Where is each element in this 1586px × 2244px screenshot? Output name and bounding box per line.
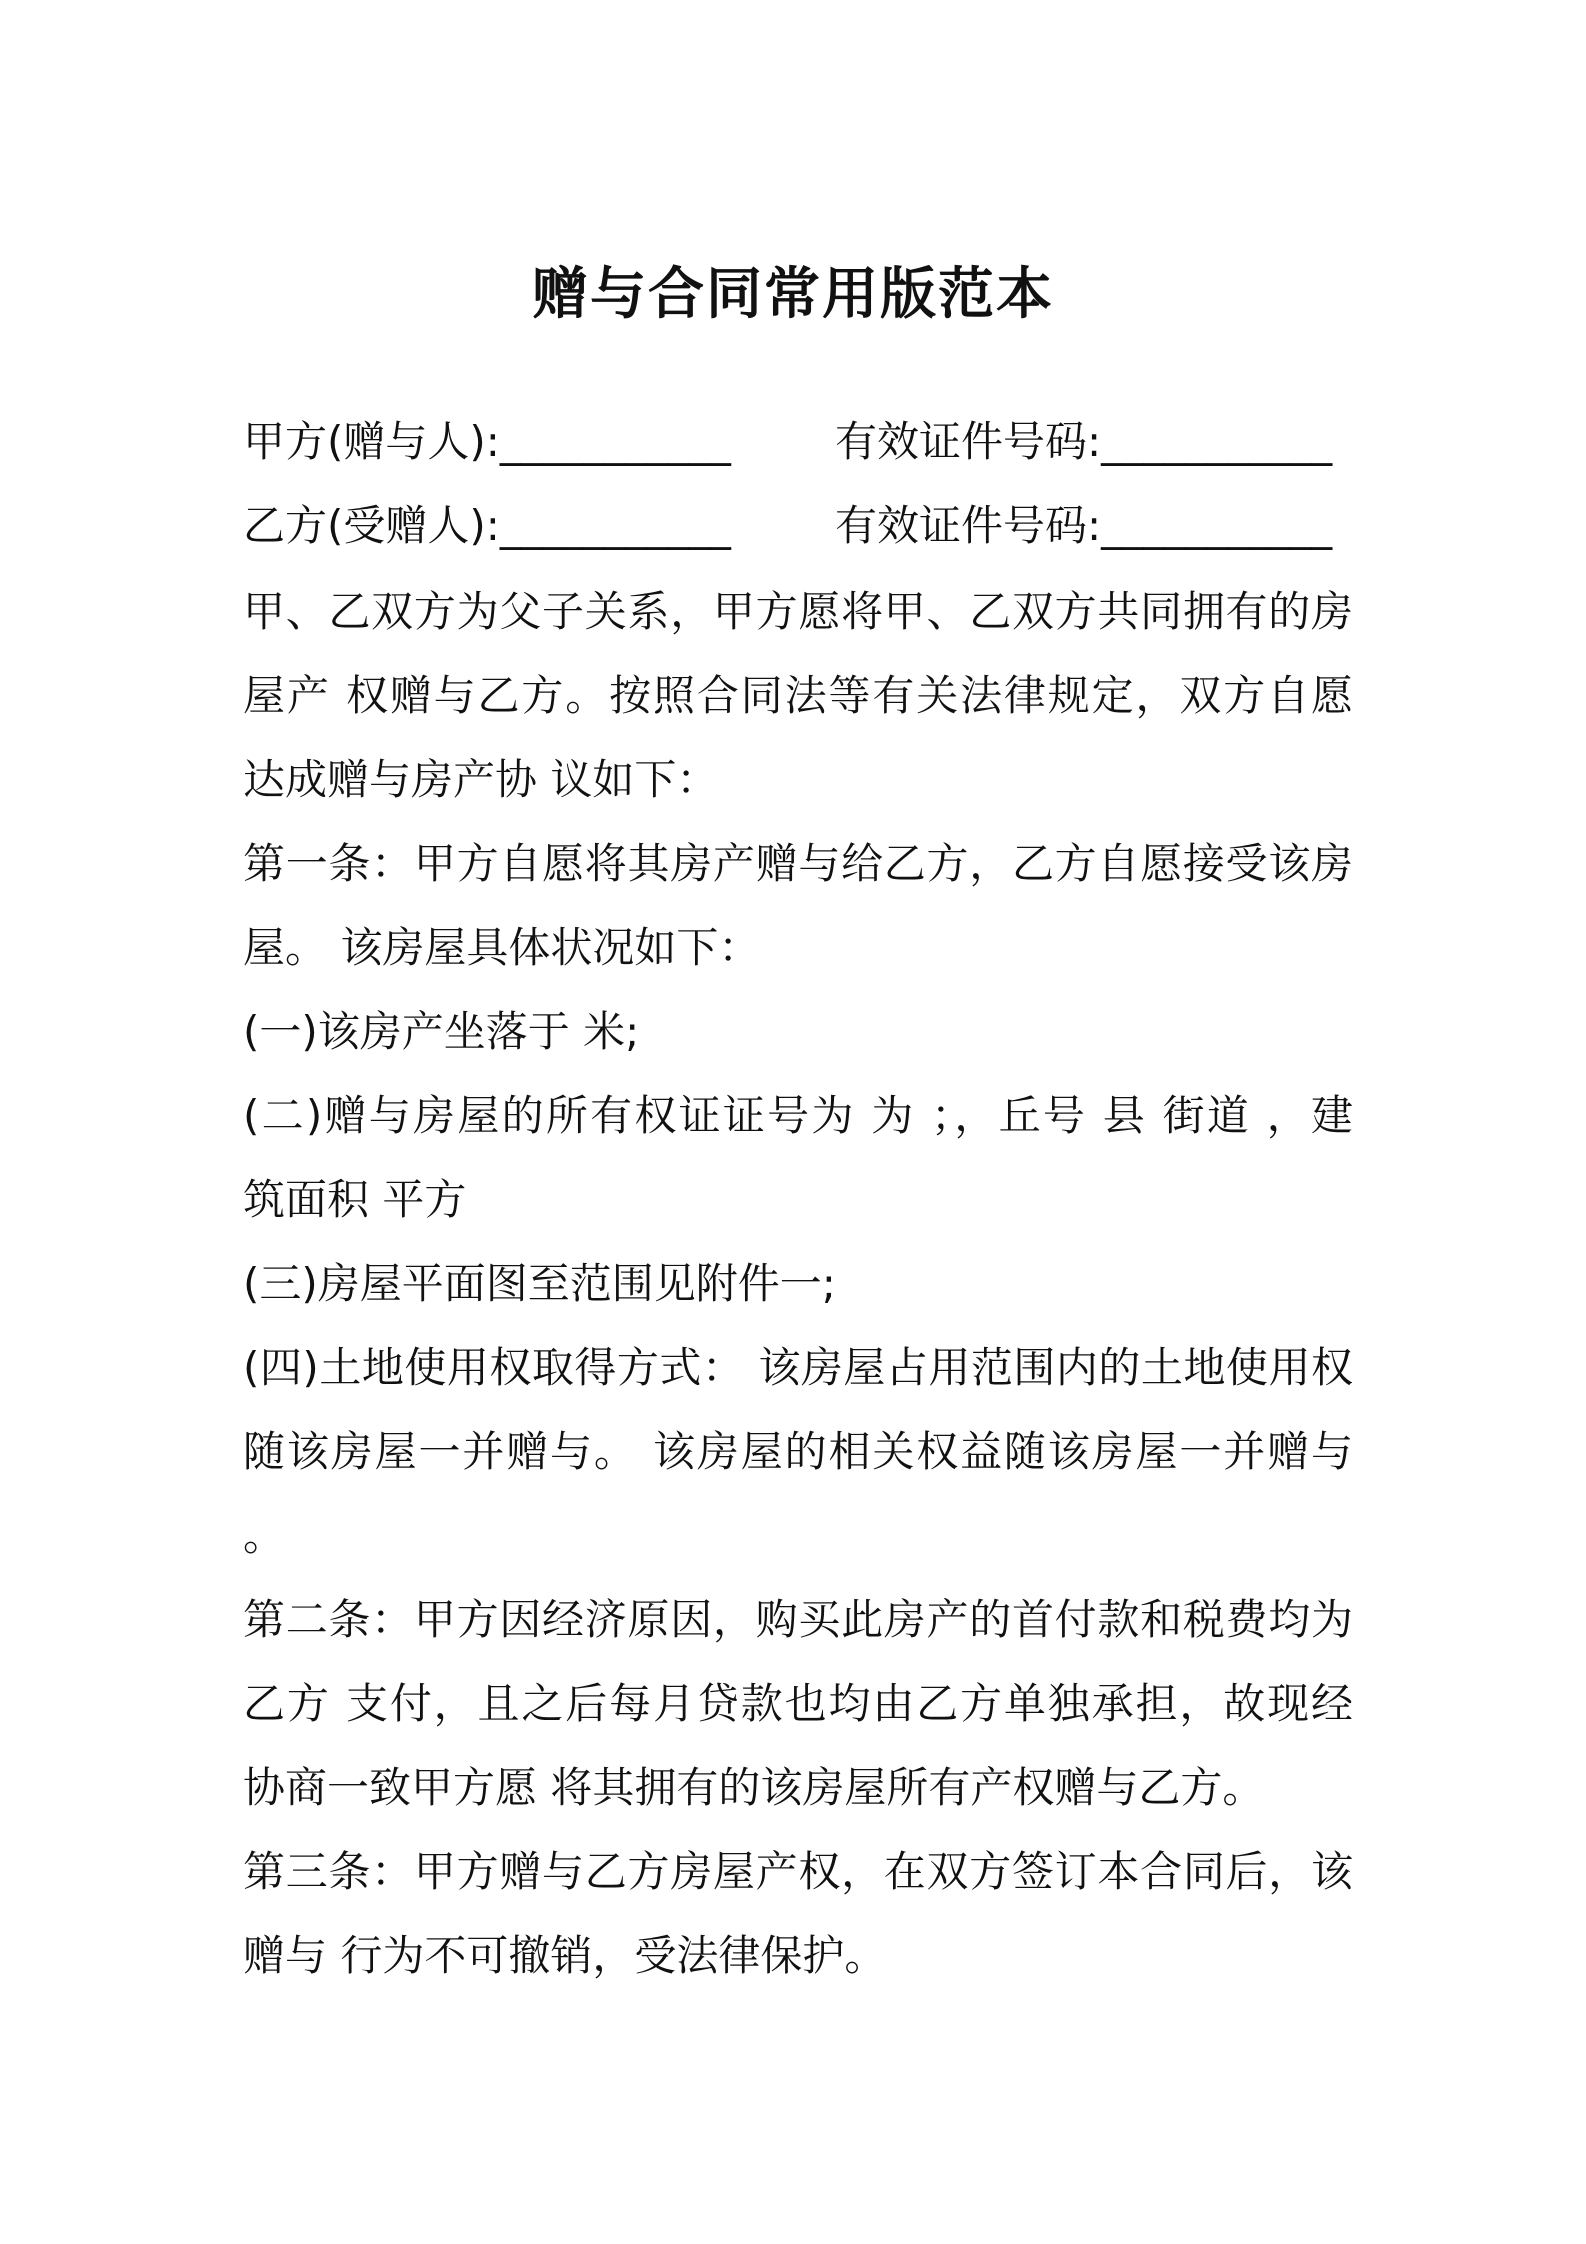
- text-line: 。: [243, 1511, 286, 1560]
- text-line: 第一条：甲方自愿将其房产赠与给乙方，乙方自愿接受该房: [243, 839, 1353, 888]
- document-title: 赠与合同常用版范本: [532, 262, 1054, 327]
- text-line: 屋产 权赠与乙方。按照合同法等有关法律规定，双方自愿: [243, 671, 1353, 720]
- party-b-id-label: 有效证件号码:___________: [835, 501, 1333, 550]
- text-line: 乙方 支付，且之后每月贷款也均由乙方单独承担，故现经: [243, 1679, 1353, 1728]
- text-line: 屋。 该房屋具体状况如下：: [243, 923, 761, 972]
- text-line: 达成赠与房产协 议如下：: [243, 755, 719, 804]
- text-line: 赠与 行为不可撤销，受法律保护。: [243, 1931, 887, 1980]
- party-b-label: 乙方(受赠人):___________: [243, 501, 731, 550]
- text-line: 甲、乙双方为父子关系，甲方愿将甲、乙双方共同拥有的房: [243, 587, 1353, 636]
- text-line: (二)赠与房屋的所有权证证号为 为 ；，丘号 县 街道 ，建: [243, 1091, 1353, 1140]
- text-line: 第二条：甲方因经济原因，购买此房产的首付款和税费均为: [243, 1595, 1353, 1644]
- party-a-id-label: 有效证件号码:___________: [835, 417, 1333, 466]
- text-line: 筑面积 平方: [243, 1175, 467, 1224]
- text-line: 第三条：甲方赠与乙方房屋产权，在双方签订本合同后，该: [243, 1847, 1353, 1896]
- text-line: (三)房屋平面图至范围见附件一;: [243, 1259, 836, 1308]
- text-line: (一)该房产坐落于 米;: [243, 1007, 640, 1056]
- party-a-label: 甲方(赠与人):___________: [243, 417, 731, 466]
- text-line: (四)土地使用权取得方式： 该房屋占用范围内的土地使用权: [243, 1343, 1353, 1392]
- text-line: 协商一致甲方愿 将其拥有的该房屋所有产权赠与乙方。: [243, 1763, 1265, 1812]
- text-line: 随该房屋一并赠与。 该房屋的相关权益随该房屋一并赠与: [243, 1427, 1353, 1476]
